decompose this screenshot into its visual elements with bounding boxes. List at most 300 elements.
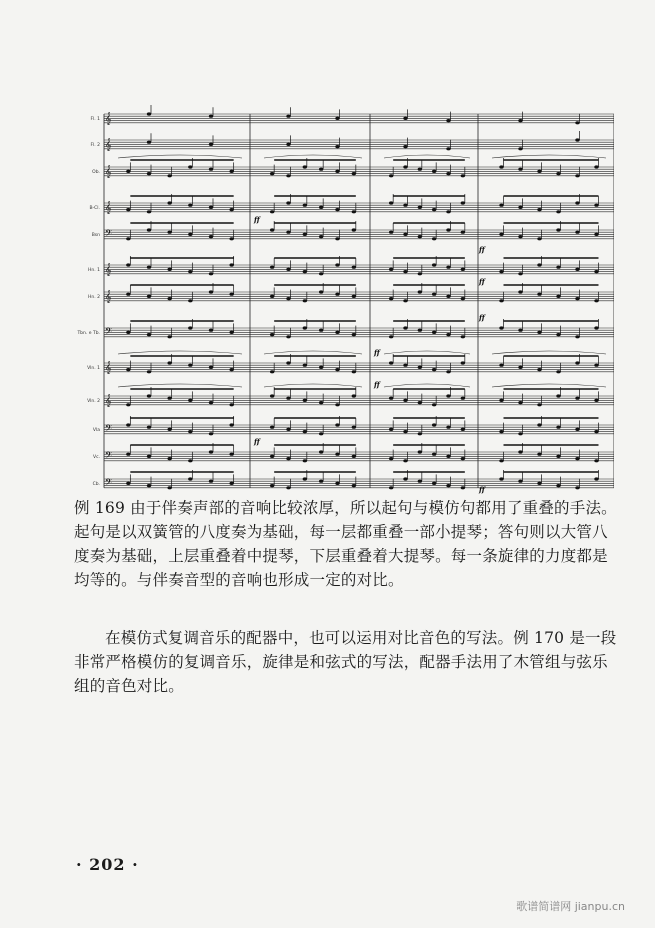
note-head bbox=[188, 204, 192, 207]
note-head bbox=[575, 138, 579, 141]
note-head bbox=[446, 172, 450, 175]
note-head bbox=[518, 329, 522, 332]
note-head bbox=[188, 299, 192, 302]
note-head bbox=[167, 397, 171, 400]
note-head bbox=[537, 423, 541, 426]
note-head bbox=[352, 266, 356, 269]
note-head bbox=[575, 297, 579, 300]
note-head bbox=[209, 290, 213, 293]
note-head bbox=[335, 208, 339, 211]
note-head bbox=[286, 297, 290, 300]
note-head bbox=[286, 428, 290, 431]
note-head bbox=[403, 117, 407, 120]
note-head bbox=[286, 361, 290, 364]
instrument-label: Tbn. e Tb. bbox=[77, 331, 100, 336]
note-head bbox=[556, 228, 560, 231]
note-head bbox=[147, 228, 151, 231]
svg-text:𝄞: 𝄞 bbox=[105, 165, 112, 178]
note-head bbox=[303, 204, 307, 207]
note-head bbox=[594, 233, 598, 236]
note-head bbox=[209, 401, 213, 404]
instrument-label: Vln. 1 bbox=[87, 366, 100, 371]
note-head bbox=[126, 208, 130, 211]
note-head bbox=[167, 361, 171, 364]
svg-text:𝄢: 𝄢 bbox=[105, 423, 113, 436]
note-head bbox=[403, 299, 407, 302]
note-head bbox=[286, 486, 290, 489]
staff bbox=[92, 155, 614, 178]
note-head bbox=[575, 361, 579, 364]
note-head bbox=[389, 268, 393, 271]
svg-text:𝄞: 𝄞 bbox=[105, 112, 112, 125]
note-head bbox=[499, 165, 503, 168]
note-head bbox=[229, 453, 233, 456]
note-head bbox=[229, 423, 233, 426]
note-head bbox=[461, 397, 465, 400]
dynamic-mark: ff bbox=[479, 245, 485, 254]
note-head bbox=[147, 484, 151, 487]
note-head bbox=[575, 335, 579, 338]
note-head bbox=[499, 326, 503, 329]
note-head bbox=[270, 172, 274, 175]
note-head bbox=[461, 297, 465, 300]
note-head bbox=[352, 455, 356, 458]
dynamic-mark: ff bbox=[374, 380, 380, 389]
instrument-label: B-Cl. bbox=[89, 206, 100, 211]
svg-text:𝄞: 𝄞 bbox=[105, 138, 112, 151]
note-head bbox=[575, 428, 579, 431]
note-head bbox=[188, 270, 192, 273]
note-head bbox=[126, 170, 130, 173]
note-head bbox=[575, 486, 579, 489]
note-head bbox=[167, 335, 171, 338]
note-head bbox=[270, 295, 274, 298]
note-head bbox=[418, 450, 422, 453]
note-head bbox=[335, 482, 339, 485]
instrument-label: Hn. 2 bbox=[88, 295, 100, 300]
note-head bbox=[335, 331, 339, 334]
note-head bbox=[229, 331, 233, 334]
note-head bbox=[403, 270, 407, 273]
note-head bbox=[335, 368, 339, 371]
note-head bbox=[537, 403, 541, 406]
note-head bbox=[556, 426, 560, 429]
instrument-label: Hn. 1 bbox=[88, 268, 100, 273]
note-head bbox=[556, 295, 560, 298]
note-head bbox=[575, 121, 579, 124]
watermark: 歌谱简谱网 jianpu.cn bbox=[516, 900, 625, 913]
note-head bbox=[126, 403, 130, 406]
note-head bbox=[335, 263, 339, 266]
note-head bbox=[319, 450, 323, 453]
note-head bbox=[446, 210, 450, 213]
note-head bbox=[446, 370, 450, 373]
note-head bbox=[418, 272, 422, 275]
note-head bbox=[126, 482, 130, 485]
note-head bbox=[403, 459, 407, 462]
dynamic-mark: ff bbox=[254, 437, 260, 446]
note-head bbox=[403, 326, 407, 329]
note-head bbox=[270, 455, 274, 458]
note-head bbox=[403, 165, 407, 168]
note-head bbox=[286, 143, 290, 146]
note-head bbox=[147, 295, 151, 298]
note-head bbox=[167, 201, 171, 204]
note-head bbox=[418, 206, 422, 209]
note-head bbox=[147, 455, 151, 458]
note-head bbox=[556, 172, 560, 175]
paragraph-example-170: 在模仿式复调音乐的配器中，也可以运用对比音色的写法。例 170 是一段非常严格模仿的复调音乐，旋律是和弦式的写法，配器手法用了木管组与弦乐组的音色对比。 bbox=[74, 629, 617, 695]
note-head bbox=[556, 394, 560, 397]
note-head bbox=[418, 329, 422, 332]
note-head bbox=[446, 455, 450, 458]
note-head bbox=[147, 370, 151, 373]
svg-text:𝄞: 𝄞 bbox=[105, 394, 112, 407]
instrument-label: Vc. bbox=[93, 455, 100, 460]
note-head bbox=[432, 170, 436, 173]
dynamic-mark: ff bbox=[374, 348, 380, 357]
note-head bbox=[270, 370, 274, 373]
staff bbox=[87, 351, 614, 374]
note-head bbox=[286, 397, 290, 400]
instrument-label: Bsn bbox=[91, 233, 100, 238]
note-head bbox=[556, 484, 560, 487]
note-head bbox=[352, 210, 356, 213]
note-head bbox=[209, 235, 213, 238]
note-head bbox=[303, 299, 307, 302]
note-head bbox=[403, 477, 407, 480]
svg-text:𝄢: 𝄢 bbox=[105, 450, 113, 463]
note-head bbox=[556, 333, 560, 336]
note-head bbox=[303, 459, 307, 462]
note-head bbox=[126, 453, 130, 456]
note-head bbox=[389, 361, 393, 364]
note-head bbox=[499, 430, 503, 433]
note-head bbox=[389, 174, 393, 177]
music-score bbox=[74, 100, 614, 505]
svg-text:𝄢: 𝄢 bbox=[105, 477, 113, 490]
instrument-label: Fl. 1 bbox=[90, 117, 100, 122]
note-head bbox=[556, 455, 560, 458]
note-head bbox=[446, 228, 450, 231]
paragraph-example-169: 例 169 由于伴奏声部的音响比较浓厚，所以起句与模仿句都用了重叠的手法。起句是以双簧管的八度奏为基础，每一层都重叠一部小提琴；答句则以大管八度奏为基础，上层重叠着中提琴，下层重叠着大提琴。每一条旋律的力度都是均等的。与伴奏音型的音响也形成一定的对比。 bbox=[74, 499, 617, 589]
note-head bbox=[499, 459, 503, 462]
note-head bbox=[389, 457, 393, 460]
note-head bbox=[556, 370, 560, 373]
note-head bbox=[461, 268, 465, 271]
note-head bbox=[319, 235, 323, 238]
staff bbox=[88, 283, 614, 303]
note-head bbox=[446, 266, 450, 269]
staff bbox=[87, 384, 614, 407]
note-head bbox=[461, 201, 465, 204]
staff bbox=[76, 319, 614, 339]
note-head bbox=[518, 272, 522, 275]
note-head bbox=[188, 459, 192, 462]
note-head bbox=[518, 119, 522, 122]
note-head bbox=[270, 333, 274, 336]
note-head bbox=[229, 208, 233, 211]
note-head bbox=[403, 233, 407, 236]
note-head bbox=[352, 426, 356, 429]
note-head bbox=[335, 145, 339, 148]
note-head bbox=[147, 210, 151, 213]
note-head bbox=[229, 482, 233, 485]
note-head bbox=[319, 168, 323, 171]
note-head bbox=[594, 459, 598, 462]
note-head bbox=[537, 453, 541, 456]
note-head bbox=[518, 147, 522, 150]
note-head bbox=[126, 368, 130, 371]
note-head bbox=[352, 394, 356, 397]
note-head bbox=[499, 204, 503, 207]
note-head bbox=[229, 403, 233, 406]
note-head bbox=[446, 295, 450, 298]
note-head bbox=[319, 480, 323, 483]
note-head bbox=[446, 484, 450, 487]
note-head bbox=[499, 399, 503, 402]
staff bbox=[93, 416, 614, 436]
note-head bbox=[537, 263, 541, 266]
note-head bbox=[303, 399, 307, 402]
note-head bbox=[188, 326, 192, 329]
note-head bbox=[188, 364, 192, 367]
note-head bbox=[432, 263, 436, 266]
note-head bbox=[147, 426, 151, 429]
note-head bbox=[147, 112, 151, 115]
note-head bbox=[335, 170, 339, 173]
note-head bbox=[594, 165, 598, 168]
note-head bbox=[389, 428, 393, 431]
note-head bbox=[389, 335, 393, 338]
note-head bbox=[499, 299, 503, 302]
note-head bbox=[537, 482, 541, 485]
note-head bbox=[167, 174, 171, 177]
svg-text:𝄢: 𝄢 bbox=[105, 326, 113, 339]
note-head bbox=[335, 117, 339, 120]
instrument-label: Ob. bbox=[92, 170, 100, 175]
note-head bbox=[518, 290, 522, 293]
note-head bbox=[126, 293, 130, 296]
note-head bbox=[537, 170, 541, 173]
note-head bbox=[167, 297, 171, 300]
note-head bbox=[575, 457, 579, 460]
note-head bbox=[167, 268, 171, 271]
note-head bbox=[432, 453, 436, 456]
note-head bbox=[286, 335, 290, 338]
note-head bbox=[335, 453, 339, 456]
note-head bbox=[188, 477, 192, 480]
note-head bbox=[126, 237, 130, 240]
note-head bbox=[335, 403, 339, 406]
note-head bbox=[537, 208, 541, 211]
note-head bbox=[594, 270, 598, 273]
note-head bbox=[209, 206, 213, 209]
dynamic-mark: ff bbox=[254, 215, 260, 224]
note-head bbox=[594, 204, 598, 207]
note-head bbox=[147, 266, 151, 269]
note-head bbox=[594, 477, 598, 480]
note-head bbox=[418, 432, 422, 435]
note-head bbox=[303, 233, 307, 236]
instrument-label: Vln. 2 bbox=[87, 399, 100, 404]
note-head bbox=[286, 457, 290, 460]
note-head bbox=[209, 143, 213, 146]
note-head bbox=[403, 145, 407, 148]
note-head bbox=[188, 165, 192, 168]
note-head bbox=[147, 333, 151, 336]
note-head bbox=[352, 295, 356, 298]
note-head bbox=[594, 399, 598, 402]
staff bbox=[90, 105, 614, 125]
note-head bbox=[499, 270, 503, 273]
note-head bbox=[319, 290, 323, 293]
note-head bbox=[229, 263, 233, 266]
note-head bbox=[209, 115, 213, 118]
note-head bbox=[518, 206, 522, 209]
note-head bbox=[594, 299, 598, 302]
note-head bbox=[270, 210, 274, 213]
note-head bbox=[352, 228, 356, 231]
note-head bbox=[229, 237, 233, 240]
note-head bbox=[403, 364, 407, 367]
note-head bbox=[575, 268, 579, 271]
note-head bbox=[147, 172, 151, 175]
note-head bbox=[167, 486, 171, 489]
note-head bbox=[418, 290, 422, 293]
note-head bbox=[209, 329, 213, 332]
note-head bbox=[594, 364, 598, 367]
dynamic-mark: ff bbox=[479, 485, 485, 494]
note-head bbox=[270, 228, 274, 231]
note-head bbox=[270, 426, 274, 429]
note-head bbox=[286, 268, 290, 271]
note-head bbox=[126, 423, 130, 426]
note-head bbox=[229, 170, 233, 173]
note-head bbox=[518, 450, 522, 453]
dynamic-mark: ff bbox=[479, 277, 485, 286]
note-head bbox=[167, 231, 171, 234]
note-head bbox=[319, 432, 323, 435]
note-head bbox=[537, 368, 541, 371]
note-head bbox=[461, 335, 465, 338]
staff bbox=[92, 221, 614, 241]
note-head bbox=[518, 168, 522, 171]
note-head bbox=[518, 401, 522, 404]
note-head bbox=[188, 430, 192, 433]
svg-text:𝄞: 𝄞 bbox=[105, 263, 112, 276]
note-head bbox=[446, 426, 450, 429]
staff bbox=[93, 443, 614, 463]
note-head bbox=[352, 370, 356, 373]
note-head bbox=[499, 233, 503, 236]
note-head bbox=[575, 174, 579, 177]
note-head bbox=[461, 428, 465, 431]
note-head bbox=[270, 484, 274, 487]
note-head bbox=[418, 366, 422, 369]
note-head bbox=[286, 174, 290, 177]
note-head bbox=[432, 423, 436, 426]
note-head bbox=[403, 204, 407, 207]
note-head bbox=[461, 361, 465, 364]
note-head bbox=[126, 331, 130, 334]
note-head bbox=[147, 141, 151, 144]
note-head bbox=[270, 394, 274, 397]
note-head bbox=[126, 263, 130, 266]
note-head bbox=[303, 326, 307, 329]
note-head bbox=[389, 486, 393, 489]
note-head bbox=[389, 231, 393, 234]
note-head bbox=[575, 231, 579, 234]
note-head bbox=[556, 210, 560, 213]
note-head bbox=[286, 231, 290, 234]
note-head bbox=[575, 397, 579, 400]
instrument-label: Vla bbox=[92, 428, 100, 433]
note-head bbox=[352, 484, 356, 487]
note-head bbox=[418, 480, 422, 483]
note-head bbox=[167, 457, 171, 460]
note-head bbox=[461, 457, 465, 460]
note-head bbox=[303, 364, 307, 367]
note-head bbox=[461, 486, 465, 489]
note-head bbox=[432, 482, 436, 485]
instrument-label: Cb. bbox=[92, 482, 100, 487]
note-head bbox=[518, 432, 522, 435]
note-head bbox=[575, 201, 579, 204]
note-head bbox=[209, 168, 213, 171]
note-head bbox=[229, 368, 233, 371]
note-head bbox=[499, 364, 503, 367]
note-head bbox=[209, 366, 213, 369]
note-head bbox=[286, 115, 290, 118]
note-head bbox=[594, 326, 598, 329]
page-number: · 202 · bbox=[76, 855, 139, 874]
note-head bbox=[556, 266, 560, 269]
note-head bbox=[418, 168, 422, 171]
note-head bbox=[461, 174, 465, 177]
note-head bbox=[389, 297, 393, 300]
staff bbox=[90, 131, 614, 151]
note-head bbox=[461, 231, 465, 234]
note-head bbox=[335, 293, 339, 296]
note-head bbox=[147, 394, 151, 397]
dynamic-mark: ff bbox=[479, 313, 485, 322]
note-head bbox=[432, 368, 436, 371]
staff bbox=[93, 470, 614, 490]
note-head bbox=[432, 293, 436, 296]
note-head bbox=[303, 165, 307, 168]
note-head bbox=[418, 401, 422, 404]
note-head bbox=[319, 366, 323, 369]
note-head bbox=[229, 293, 233, 296]
note-head bbox=[188, 399, 192, 402]
note-head bbox=[537, 331, 541, 334]
note-head bbox=[167, 428, 171, 431]
note-head bbox=[303, 430, 307, 433]
note-head bbox=[209, 272, 213, 275]
note-head bbox=[446, 119, 450, 122]
svg-text:𝄞: 𝄞 bbox=[105, 201, 112, 214]
note-head bbox=[270, 266, 274, 269]
note-head bbox=[403, 399, 407, 402]
score-graphic bbox=[74, 100, 614, 505]
note-head bbox=[335, 423, 339, 426]
note-head bbox=[352, 172, 356, 175]
note-head bbox=[432, 208, 436, 211]
note-head bbox=[352, 333, 356, 336]
note-head bbox=[432, 331, 436, 334]
note-head bbox=[432, 403, 436, 406]
